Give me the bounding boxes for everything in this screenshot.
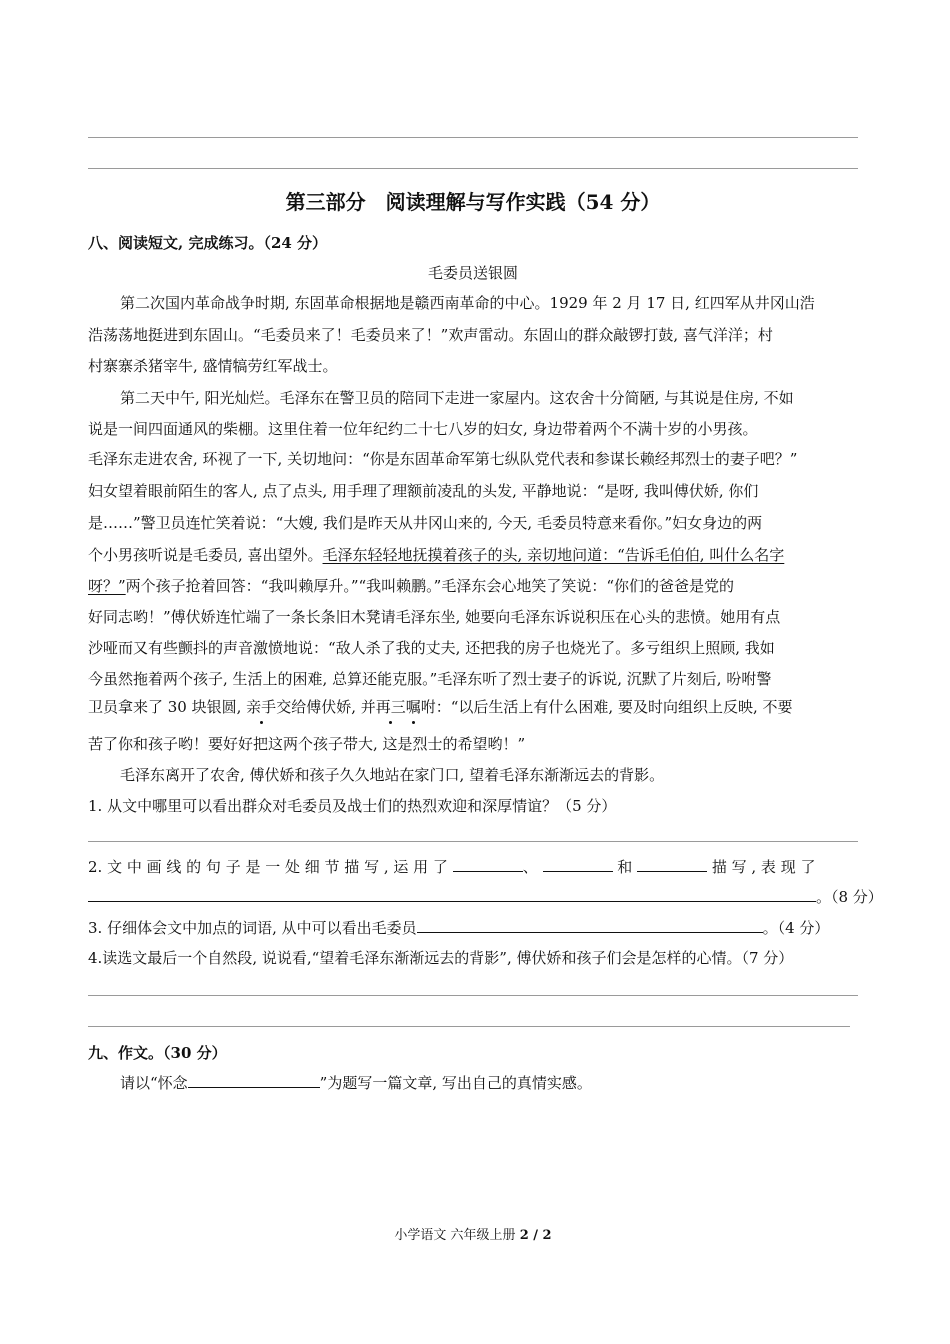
passage-text: 卫员拿来了 30 块银圆, <box>88 698 247 716</box>
prompt-text: 请以“怀念 <box>120 1074 188 1092</box>
passage-line: 今虽然拖着两个孩子, 生活上的困难, 总算还能克服。”毛泽东听了烈士妻子的诉说, 沉默了片刻后, 吩咐警 <box>88 670 772 688</box>
question-text: 。（4 分） <box>762 919 830 937</box>
question-text: 3. 仔细体会文中加点的词语, 从中可以看出毛委员 <box>88 919 417 937</box>
passage-text: 个小男孩听说是毛委员, 喜出望外。 <box>88 546 323 564</box>
passage-line <box>88 697 863 717</box>
passage-line: 沙哑而又有些颤抖的声音激愤地说：“敌人杀了我的丈夫, 还把我的房子也烧光了。多亏组织上照顾, 我如 <box>88 639 775 657</box>
underlined-sentence: 呀？” <box>88 577 126 595</box>
answer-blank[interactable] <box>417 918 763 933</box>
answer-line <box>88 137 858 138</box>
answer-line <box>88 1026 850 1027</box>
passage-line: 毛泽东离开了农舍, 傅伏娇和孩子久久地站在家门口, 望着毛泽东渐渐远去的背影。 <box>120 766 665 784</box>
answer-blank[interactable] <box>88 887 816 902</box>
passage-text: 两个孩子抢着回答：“我叫赖厚升。”“我叫赖鹏。”毛泽东会心地笑了笑说：“你们的爸爸是党的 <box>125 577 735 595</box>
passage-line: 妇女望着眼前陌生的客人, 点了点头, 用手理了理额前凌乱的头发, 平静地说：“是呀, 我叫傅伏娇, 你们 <box>88 482 759 500</box>
question-text: 和 <box>617 858 633 876</box>
passage-line: 说是一间四面通风的柴棚。这里住着一位年纪约二十七八岁的妇女, 身边带着两个不满十岁的小男孩。 <box>88 420 758 438</box>
question-4: 4.读选文最后一个自然段, 说说看,“望着毛泽东渐渐远去的背影”, 傅伏娇和孩子们会是怎样的心情。（7 分） <box>88 949 794 967</box>
page-number: 2 / 2 <box>519 1228 552 1243</box>
passage-line <box>88 545 863 565</box>
passage-line: 第二次国内革命战争时期, 东固革命根据地是赣西南革命的中心。1929 年 2 月 17 日, 红四军从井冈山浩 <box>120 294 815 312</box>
passage-title: 毛委员送银圆 <box>427 264 518 282</box>
passage-line: 好同志哟！”傅伏娇连忙端了一条长条旧木凳请毛泽东坐, 她要向毛泽东诉说积压在心头的悲愤。她用有点 <box>88 608 781 626</box>
answer-blank[interactable] <box>543 857 613 872</box>
underlined-sentence: 毛泽东轻轻地抚摸着孩子的头, 亲切地问道：“告诉毛伯伯, 叫什么名字 <box>322 546 785 564</box>
title-blank[interactable] <box>188 1073 320 1088</box>
passage-line <box>88 576 863 596</box>
dotted-word: 再三 <box>375 698 406 716</box>
question-text: 2. 文 中 画 线 的 句 子 是 一 处 细 节 描 写 , 运 用 了 <box>88 858 448 876</box>
passage-line: 第二天中午, 阳光灿烂。毛泽东在警卫员的陪同下走进一家屋内。这农舍十分简陋, 与其说是住房, 不如 <box>120 389 794 407</box>
q8-heading: 八、阅读短文, 完成练习。（24 分） <box>88 234 328 252</box>
dotted-word: 嘱 <box>405 698 421 716</box>
question-text: 描 写 , 表 现 了 <box>711 858 816 876</box>
answer-line <box>88 168 858 169</box>
answer-blank[interactable] <box>637 857 707 872</box>
passage-text: 交给傅伏娇, 并 <box>276 698 376 716</box>
prompt-text: ”为题写一篇文章, 写出自己的真情实感。 <box>319 1074 592 1092</box>
question-text: 。（8 分） <box>816 888 883 906</box>
passage-line: 毛泽东走进农舍, 环视了一下, 关切地问：“你是东固革命军第七纵队党代表和参谋长赖经邦烈士的妻子吧？” <box>88 450 798 468</box>
passage-text: 咐：“以后生活上有什么困难, 要及时向组织上反映, 不要 <box>420 698 793 716</box>
section-title: 第三部分 阅读理解与写作实践（54 分） <box>285 190 661 214</box>
question-3 <box>88 918 863 938</box>
q9-heading: 九、作文。（30 分） <box>88 1044 227 1062</box>
footer-text: 小学语文 六年级上册 <box>394 1228 516 1243</box>
answer-blank[interactable] <box>453 857 523 872</box>
question-text: 、 <box>522 858 538 876</box>
passage-line: 村寨寨杀猪宰牛, 盛情犒劳红军战士。 <box>88 357 338 375</box>
question-1: 1. 从文中哪里可以看出群众对毛委员及战士们的热烈欢迎和深厚情谊？（5 分） <box>88 797 617 815</box>
composition-prompt <box>88 1073 895 1093</box>
passage-line: 浩荡荡地挺进到东固山。“毛委员来了！毛委员来了！”欢声雷动。东固山的群众敲锣打鼓, 喜气洋洋；村 <box>88 326 773 344</box>
passage-line: 是……”警卫员连忙笑着说：“大嫂, 我们是昨天从井冈山来的, 今天, 毛委员特意来看你。”妇女身边的两 <box>88 514 763 532</box>
answer-line <box>88 841 858 842</box>
answer-line <box>88 995 858 996</box>
dotted-word: 亲手 <box>246 698 277 716</box>
question-2-cont <box>88 887 883 907</box>
question-2 <box>88 857 860 877</box>
page-footer <box>88 1226 858 1246</box>
passage-line: 苦了你和孩子哟！要好好把这两个孩子带大, 这是烈士的希望哟！” <box>88 735 526 753</box>
